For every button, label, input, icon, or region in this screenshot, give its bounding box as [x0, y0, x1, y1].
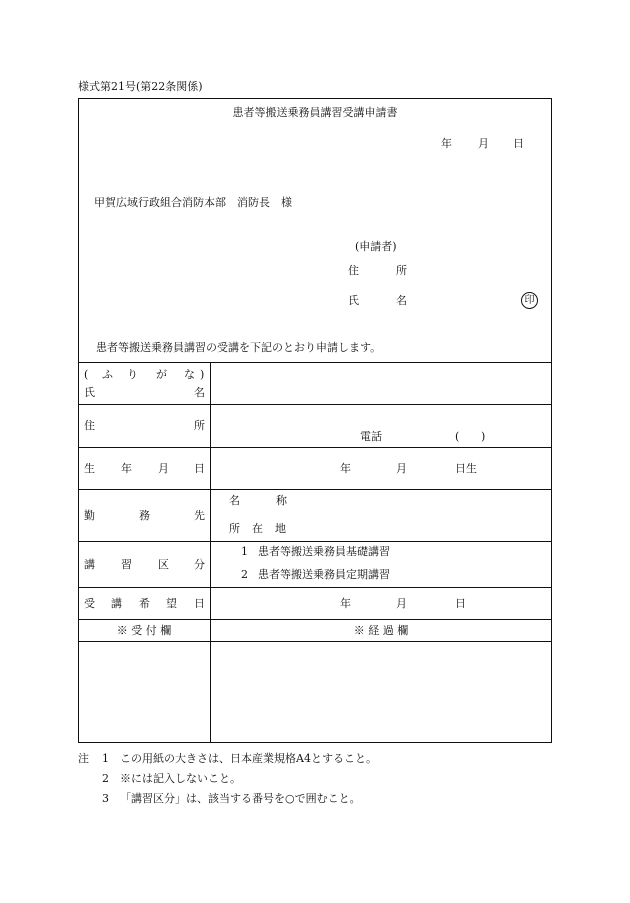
- form-number: 様式第21号(第22条関係): [78, 80, 203, 93]
- notes-label: 注: [78, 752, 89, 765]
- workplace-label-char-2: 務: [139, 509, 150, 522]
- course-label-char-3: 区: [158, 558, 169, 571]
- date-month-label: 月: [478, 137, 489, 150]
- furigana-char-2: ふ: [102, 368, 113, 381]
- address-label-char-2: 所: [194, 419, 205, 432]
- desired-date-label-char-1: 受: [84, 597, 95, 610]
- form-frame: [78, 98, 552, 743]
- table-line-3: [78, 489, 552, 490]
- birth-label-char-3: 月: [158, 462, 169, 475]
- workplace-label-char-1: 勤: [84, 509, 95, 522]
- phone-paren-open: (: [455, 430, 460, 443]
- furigana-char-5: な: [184, 368, 195, 381]
- date-day-label: 日: [513, 137, 524, 150]
- phone-label: 電話: [360, 430, 382, 443]
- birth-label-char-1: 生: [84, 462, 95, 475]
- birth-label-char-4: 日: [194, 462, 205, 475]
- workplace-name-char-1: 名: [229, 494, 240, 507]
- addressee: 甲賀広域行政組合消防本部 消防長 様: [94, 196, 292, 209]
- workplace-location-char-3: 地: [275, 522, 286, 535]
- course-option-1: 患者等搬送乗務員基礎講習: [258, 545, 390, 558]
- date-year-label: 年: [441, 137, 452, 150]
- applicant-address-char-1: 住: [348, 264, 359, 277]
- applicant-name-char-1: 氏: [348, 294, 359, 307]
- applicant-address-char-2: 所: [396, 264, 407, 277]
- desired-date-label-char-4: 望: [166, 597, 177, 610]
- applicant-name-char-2: 名: [396, 294, 407, 307]
- workplace-label-char-3: 先: [194, 509, 205, 522]
- applicant-label: (申請者): [355, 240, 397, 253]
- note-2-number: 2: [102, 772, 109, 785]
- note-1-number: 1: [102, 752, 109, 765]
- table-line-7: [78, 641, 552, 642]
- table-line-1: [78, 404, 552, 405]
- name-label-char-1: 氏: [84, 386, 95, 399]
- birth-month-label: 月: [396, 462, 407, 475]
- note-1-text: この用紙の大きさは、日本産業規格A4とすること。: [120, 752, 377, 765]
- receipt-column-header: ※ 受 付 欄: [116, 624, 172, 637]
- table-line-5: [78, 587, 552, 588]
- table-line-2: [78, 447, 552, 448]
- progress-column-header: ※ 経 過 欄: [353, 624, 409, 637]
- furigana-char-3: り: [127, 368, 138, 381]
- note-2-text: ※には記入しないこと。: [120, 772, 241, 785]
- workplace-name-char-2: 称: [276, 494, 287, 507]
- desired-day-label: 日: [455, 597, 466, 610]
- address-label-char-1: 住: [84, 419, 95, 432]
- desired-year-label: 年: [340, 597, 351, 610]
- birth-label-char-2: 年: [121, 462, 132, 475]
- table-column-divider: [210, 362, 211, 743]
- workplace-location-char-2: 在: [252, 522, 263, 535]
- table-line-6: [78, 619, 552, 620]
- workplace-location-char-1: 所: [229, 522, 240, 535]
- form-title: 患者等搬送乗務員講習受講申請書: [232, 106, 398, 119]
- furigana-char-4: が: [156, 368, 167, 381]
- birth-year-label: 年: [340, 462, 351, 475]
- course-option-1-number: 1: [241, 545, 248, 558]
- name-label-char-2: 名: [194, 386, 205, 399]
- desired-date-label-char-5: 日: [194, 597, 205, 610]
- course-option-2-number: 2: [241, 568, 248, 581]
- birth-day-suffix: 日生: [455, 462, 477, 475]
- course-option-2: 患者等搬送乗務員定期講習: [258, 568, 390, 581]
- seal-mark: 印: [521, 292, 538, 309]
- furigana-char-6: ): [200, 368, 205, 381]
- desired-date-label-char-2: 講: [111, 597, 122, 610]
- table-line-4: [78, 541, 552, 542]
- desired-month-label: 月: [396, 597, 407, 610]
- desired-date-label-char-3: 希: [139, 597, 150, 610]
- application-statement: 患者等搬送乗務員講習の受講を下記のとおり申請します。: [96, 341, 382, 354]
- note-3-text: 「講習区分」は、該当する番号を○で囲むこと。: [120, 792, 361, 805]
- course-label-char-4: 分: [194, 558, 205, 571]
- course-label-char-1: 講: [84, 558, 95, 571]
- course-label-char-2: 習: [121, 558, 132, 571]
- table-line-top: [78, 362, 552, 363]
- furigana-char-1: (: [84, 368, 89, 381]
- phone-paren-close: ): [481, 430, 486, 443]
- note-3-number: 3: [102, 792, 109, 805]
